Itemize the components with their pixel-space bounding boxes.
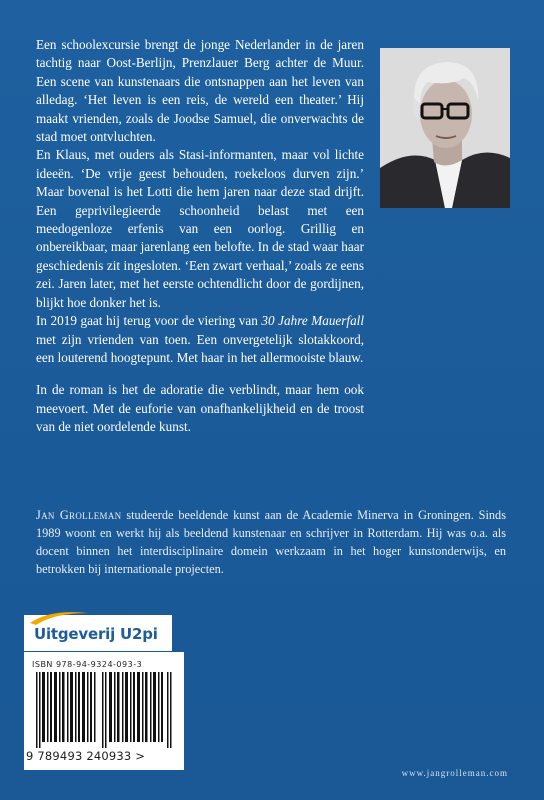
blurb-paragraph-4: In de roman is het de adoratie die verblindt, maar hem ook meevoert. Met de euforie van onafhankelijkheid en de troost van de niet oordelende kunst. bbox=[36, 382, 364, 435]
author-portrait-image bbox=[380, 48, 510, 208]
barcode-digits: 9 789493 240933 > bbox=[26, 749, 146, 763]
barcode-icon bbox=[36, 672, 176, 748]
author-website[interactable]: www.jangrolleman.com bbox=[401, 768, 508, 778]
author-bio bbox=[36, 506, 506, 578]
author-name: Jan Grolleman bbox=[36, 508, 122, 522]
blurb-p3-end: met zijn vrienden van toen. Een onvergetelijk slotakkoord, een louterend hoogtepunt. Met haar in het allermooiste blauw. bbox=[36, 331, 364, 365]
author-photo bbox=[380, 48, 510, 208]
publisher-swoosh-icon bbox=[30, 609, 90, 625]
blurb-p3-start: In 2019 gaat hij terug voor de viering van bbox=[36, 313, 262, 329]
isbn-label: ISBN 978-94-9324-093-3 bbox=[32, 660, 143, 669]
author-bio-text: studeerde beeldende kunst aan de Academie Minerva in Groningen. Sinds 1989 woont en werkt hij als beeldend kunstenaar en schrijver in Rotterdam. Hij was o.a. als docent binnen het interdisciplinaire domein werkzaam in het hoger kunstonderwijs, en betrokken bij internationale projecten. bbox=[36, 508, 506, 576]
blurb-paragraph-2: En Klaus, met ouders als Stasi-informanten, maar vol lichte ideeën. ‘De vrije geest behouden, roekeloos durven zijn.’ Maar bovenal is het Lotti die hem jaren naar deze stad drijft. Een geprivilegieerde schoonheid belast met een meedogenloze erfenis van een oorlog. Grillig en onbereikbaar, maar jarenlang een belofte. In de stad waar haar geschiedenis zit ingesloten. ‘Een zwart verhaal,’ zoals ze eens zei. Jaren later, met het eerste ochtendlicht door de gordijnen, blijkt hoe donker het is. bbox=[36, 147, 364, 310]
blurb-text bbox=[36, 36, 364, 437]
blurb-paragraph-3 bbox=[36, 312, 364, 367]
publisher-logo bbox=[24, 615, 172, 651]
blurb-paragraph-1: Een schoolexcursie brengt de jonge Nederlander in de jaren tachtig naar Oost-Berlijn, Prenzlauer Berg achter de Muur. Een scene van kunstenaars die ontsnappen aan het leven van alledag. ‘Het leven is een reis, de wereld een theater.’ Hij maakt vrienden, zoals de Joodse Samuel, die onverwachts de stad moet ontvluchten. bbox=[36, 37, 364, 145]
blurb-p3-title: 30 Jahre Mauerfall bbox=[261, 313, 364, 329]
publisher-name: Uitgeverij U2pi bbox=[34, 625, 158, 643]
